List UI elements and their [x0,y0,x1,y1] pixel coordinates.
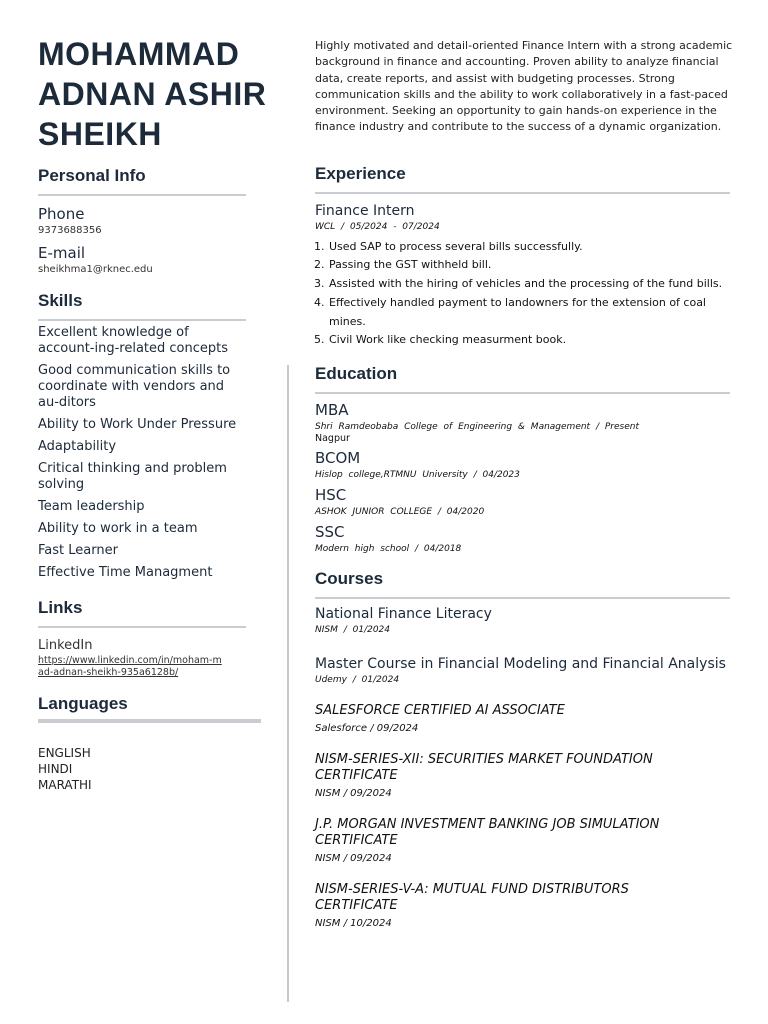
skill-item: Critical thinking and problem solving [38,461,227,492]
skill-item: Good communication skills to coordinate with vendors and au-ditors [38,363,231,410]
certificate-meta: Salesforce / 09/2024 [315,722,419,734]
name-line-3: SHEIKH [38,116,162,152]
email-label: E-mail [38,244,86,262]
job-duties-list [315,238,735,350]
degree-name: SSC [315,523,345,541]
course-meta: Udemy / 01/2024 [315,675,400,685]
experience-heading: Experience [315,163,406,183]
professional-summary: Highly motivated and detail-oriented Finance Intern with a strong academic background in finance and accounting. Proven ability to analyze financial data, create reports, and assist with budgeting processes. Strong communication skills and the ability to work collaboratively in a fast-paced environment. Seeking an opportunity to gain hands-on experience in the finance industry and contribute to the success of a dynamic organization. [315,39,733,134]
skills-divider [38,319,246,321]
duty-item: 3. Assisted with the hiring of vehicles and the processing of the fund bills. [328,275,735,294]
personal-info-heading: Personal Info [38,166,146,185]
duty-item: 4. Effectively handled payment to landowners for the extension of coal mines. [328,294,735,331]
skill-item: Ability to Work Under Pressure [38,417,237,432]
education-heading: Education [315,364,398,383]
duty-item: 2. Passing the GST withheld bill. [328,256,735,275]
email-value: sheikhma1@rknec.edu [38,264,153,275]
certificate-title: NISM-SERIES-V-A: MUTUAL FUND DISTRIBUTORS CERTIFICATE [315,881,629,913]
duty-item: 5. Civil Work like checking measurment book. [328,331,735,350]
phone-label: Phone [38,205,85,223]
courses-divider [315,597,730,599]
language-item: MARATHI [38,778,92,792]
certificate-meta: NISM / 09/2024 [315,787,392,799]
experience-divider [315,192,730,194]
languages-section [38,694,270,793]
linkedin-url-link[interactable]: https://www.linkedin.com/in/moham-mad-adnan-sheikh-935a6128b/ [38,655,222,678]
skill-item: Effective Time Managment [38,565,213,580]
duty-item: 1. Used SAP to process several bills successfully. [328,238,735,257]
skills-section [38,291,270,581]
degree-meta: ASHOK JUNIOR COLLEGE / 04/2020 [315,507,485,517]
job-meta: WCL / 05/2024 - 07/2024 [315,221,440,232]
degree-meta: Hislop college,RTMNU University / 04/2023 [315,470,520,480]
degree-meta: Modern high school / 04/2018 [315,544,462,554]
skill-item: Fast Learner [38,543,118,558]
language-item: ENGLISH [38,746,91,760]
certificate-meta: NISM / 10/2024 [315,917,392,929]
courses-section [315,569,735,929]
certificate-meta: NISM / 09/2024 [315,852,392,864]
certificate-title: NISM-SERIES-XII: SECURITIES MARKET FOUNDATION CERTIFICATE [315,751,653,783]
links-heading: Links [38,598,83,617]
degree-name: MBA [315,401,349,419]
degree-place: Nagpur [315,433,350,444]
personal-info-divider [38,194,246,196]
name-line-2: ADNAN ASHIR [38,76,267,112]
degree-name: HSC [315,486,347,504]
skill-item: Team leadership [38,499,145,514]
certificate-title: SALESFORCE CERTIFIED AI ASSOCIATE [315,703,565,718]
skill-item: Adaptability [38,439,117,454]
education-section [315,364,735,554]
right-column [315,38,735,929]
certificate-title: J.P. MORGAN INVESTMENT BANKING JOB SIMULATION CERTIFICATE [315,816,660,848]
name-line-1: MOHAMMAD [38,36,240,72]
links-divider [38,626,246,628]
course-title: Master Course in Financial Modeling and Financial Analysis [315,656,726,672]
column-divider [287,365,289,1002]
job-title: Finance Intern [315,202,415,219]
links-section [38,598,270,679]
course-title: National Finance Literacy [315,606,492,622]
degree-meta: Shri Ramdeobaba College of Engineering & Management / Present [315,422,639,432]
experience-section [315,164,735,350]
personal-info-section [38,166,270,275]
course-meta: NISM / 01/2024 [315,625,391,635]
skill-item: Ability to work in a team [38,521,198,536]
phone-value: 9373688356 [38,225,102,236]
skill-item: Excellent knowledge of account-ing-related concepts [38,325,228,356]
language-item: HINDI [38,762,73,776]
skills-heading: Skills [38,291,83,310]
left-column [38,34,270,793]
courses-heading: Courses [315,569,384,588]
languages-heading: Languages [38,694,128,713]
languages-divider [38,719,261,723]
linkedin-label: LinkedIn [38,638,93,653]
candidate-name [38,34,270,154]
education-divider [315,392,730,394]
degree-name: BCOM [315,449,361,467]
